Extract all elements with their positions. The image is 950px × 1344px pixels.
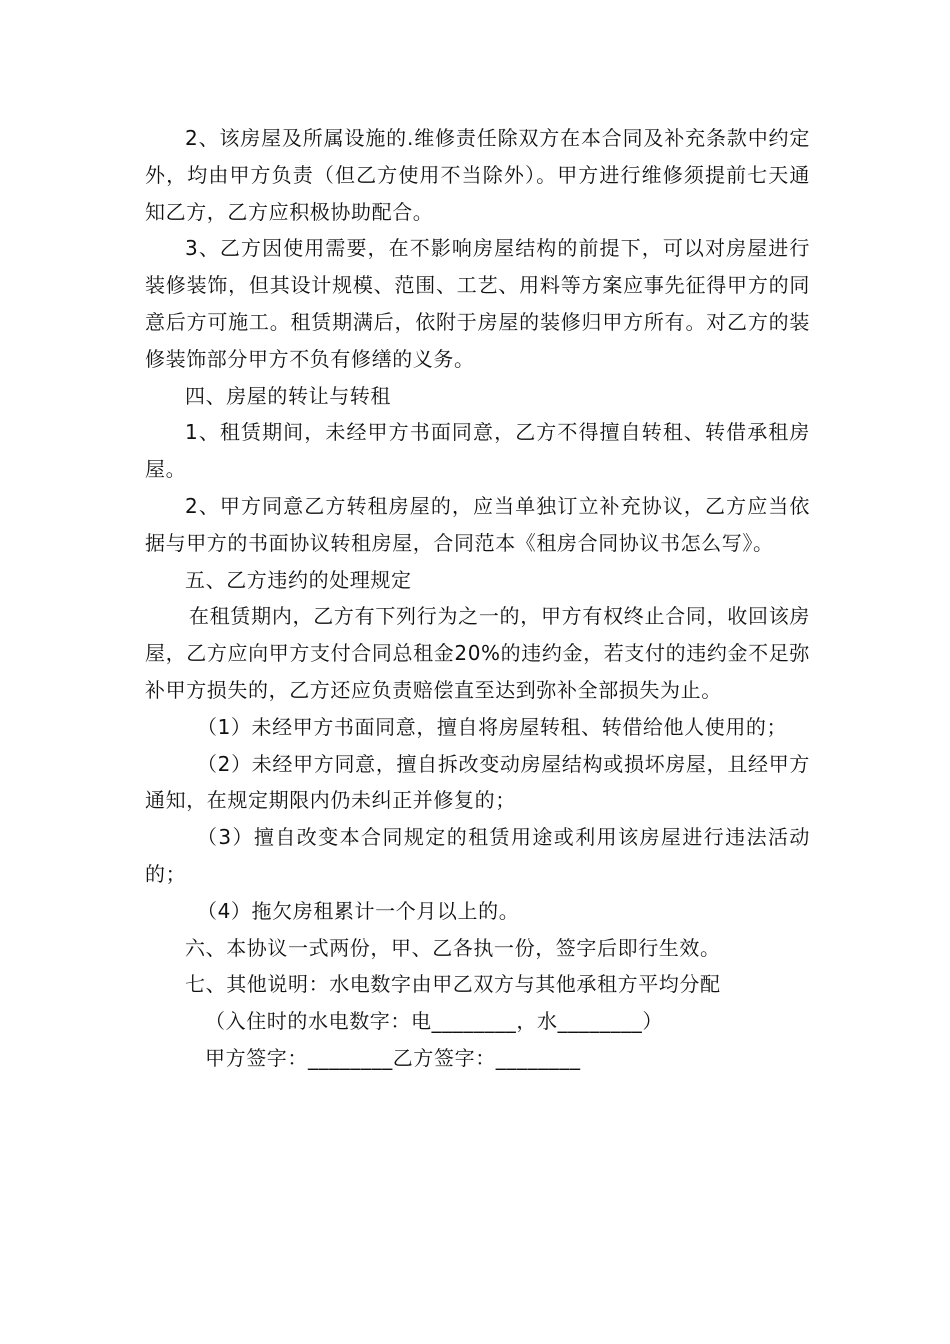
section-heading-breach: 五、乙方违约的处理规定 xyxy=(185,567,412,592)
section-heading-copies: 六、本协议一式两份，甲、乙各执一份，签字后即行生效。 xyxy=(185,935,721,960)
section-heading-transfer: 四、房屋的转让与转租 xyxy=(185,383,391,408)
paragraph-transfer-1: 1、租赁期间，未经甲方书面同意，乙方不得擅自转租、转借承租房屋。 xyxy=(145,420,810,482)
paragraph-breach-intro: 在租赁期内，乙方有下列行为之一的，甲方有权终止合同，收回该房屋，乙方应向甲方支付合同总租金20%的违约金，若支付的违约金不足弥补甲方损失的，乙方还应负责赔偿直至达到弥补全部损失为止。 xyxy=(145,604,810,702)
list-item-breach-4: （4）拖欠房租累计一个月以上的。 xyxy=(197,898,520,923)
paragraph-meter-readings: （入住时的水电数字：电________，水________） xyxy=(205,1009,663,1034)
section-heading-other: 七、其他说明：水电数字由甲乙双方与其他承租方平均分配 xyxy=(185,972,721,997)
list-item-breach-2: （2）未经甲方同意，擅自拆改变动房屋结构或损坏房屋，且经甲方通知，在规定期限内仍未纠正并修复的； xyxy=(145,751,810,813)
document-body xyxy=(145,120,810,1077)
signature-line: 甲方签字：________乙方签字：________ xyxy=(205,1045,581,1070)
paragraph-transfer-2: 2、甲方同意乙方转租房屋的，应当单独订立补充协议，乙方应当依据与甲方的书面协议转租房屋，合同范本《租房合同协议书怎么写》。 xyxy=(145,493,810,555)
paragraph-decoration: 3、乙方因使用需要，在不影响房屋结构的前提下，可以对房屋进行装修装饰，但其设计规模、范围、工艺、用料等方案应事先征得甲方的同意后方可施工。租赁期满后，依附于房屋的装修归甲方所有。对乙方的装修装饰部分甲方不负有修缮的义务。 xyxy=(145,236,810,371)
list-item-breach-3: （3）擅自改变本合同规定的租赁用途或利用该房屋进行违法活动的； xyxy=(145,825,810,886)
list-item-breach-1: （1）未经甲方书面同意，擅自将房屋转租、转借给他人使用的； xyxy=(197,714,788,739)
paragraph-maintenance: 2、该房屋及所属设施的.维修责任除双方在本合同及补充条款中约定外，均由甲方负责（但乙方使用不当除外）。甲方进行维修须提前七天通知乙方，乙方应积极协助配合。 xyxy=(145,126,810,224)
